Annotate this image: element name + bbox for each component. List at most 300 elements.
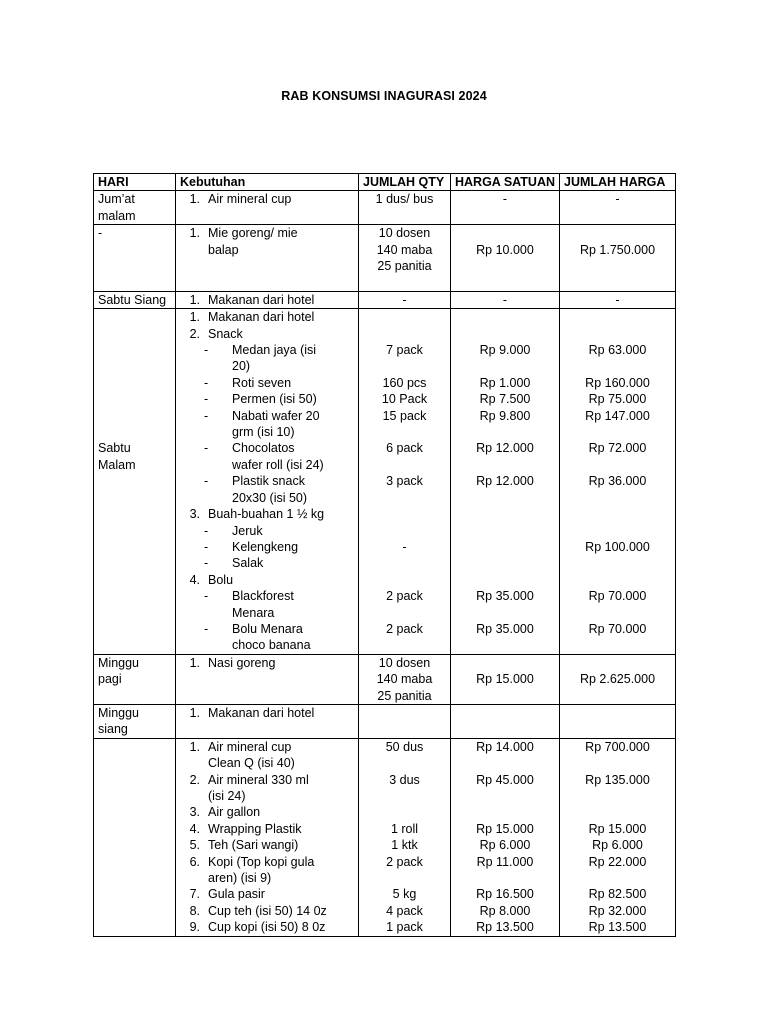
hari-text: malam xyxy=(98,208,136,223)
cell-qty xyxy=(359,191,451,225)
qty-value: 3 pack xyxy=(386,474,423,489)
subitem-label: Nabati wafer 20 xyxy=(232,408,320,423)
spacer xyxy=(98,424,171,440)
indent xyxy=(180,424,232,440)
harga-satuan-value: Rp 7.500 xyxy=(479,392,531,407)
jumlah-harga-value xyxy=(564,506,671,522)
cell-qty xyxy=(359,309,451,655)
item-number: 2. xyxy=(189,326,200,341)
harga-satuan-value xyxy=(455,555,555,571)
jumlah-harga-value xyxy=(564,804,671,820)
cell-hari xyxy=(94,191,176,225)
harga-satuan-value: Rp 1.000 xyxy=(479,375,531,390)
kebutuhan-subitem-continued xyxy=(180,424,354,440)
kebutuhan-item-continued xyxy=(180,870,354,886)
qty-value: 2 pack xyxy=(386,588,423,603)
item-label: Makanan dari hotel xyxy=(208,310,315,325)
kebutuhan-subitem xyxy=(180,555,354,571)
subitem-label: Chocolatos xyxy=(232,441,295,456)
harga-satuan-value xyxy=(455,788,555,804)
jumlah-harga-value: Rp 2.625.000 xyxy=(579,672,656,687)
document-title: RAB KONSUMSI INAGURASI 2024 xyxy=(281,89,487,103)
item-number: 1. xyxy=(189,192,200,207)
kebutuhan-item xyxy=(180,804,354,820)
cell-kebutuhan xyxy=(176,309,359,655)
item-number: 1. xyxy=(189,292,200,307)
harga-satuan-value: Rp 45.000 xyxy=(476,772,534,787)
kebutuhan-item xyxy=(180,821,354,837)
cell-jumlah-harga xyxy=(560,225,676,292)
cell-jumlah-harga xyxy=(560,704,676,738)
dash-bullet: - xyxy=(204,539,209,554)
indent xyxy=(180,755,208,771)
kebutuhan-subitem xyxy=(180,621,354,637)
jumlah-harga-value: Rp 147.000 xyxy=(585,408,650,423)
jumlah-harga-value: Rp 36.000 xyxy=(588,474,647,489)
kebutuhan-subitem xyxy=(180,523,354,539)
budget-table xyxy=(93,173,676,937)
kebutuhan-subitem xyxy=(180,408,354,424)
harga-satuan-value: Rp 16.500 xyxy=(476,887,534,902)
harga-satuan-value xyxy=(455,870,555,886)
kebutuhan-subitem xyxy=(180,473,354,489)
qty-value xyxy=(363,358,446,374)
cell-hari xyxy=(94,291,176,308)
harga-satuan-value xyxy=(455,309,555,325)
qty-value: 50 dus xyxy=(385,739,424,754)
jumlah-harga-value xyxy=(564,604,671,620)
harga-satuan-value xyxy=(455,490,555,506)
cell-kebutuhan xyxy=(176,704,359,738)
cell-harga-satuan xyxy=(451,225,560,292)
kebutuhan-item xyxy=(180,326,354,342)
item-number: 1. xyxy=(189,310,200,325)
hari-text: Minggu xyxy=(98,655,139,670)
harga-satuan-value: Rp 12.000 xyxy=(476,441,534,456)
indent xyxy=(180,870,208,886)
dash-bullet: - xyxy=(204,408,209,423)
jumlah-harga-value: Rp 32.000 xyxy=(588,903,647,918)
row-minggu-pagi xyxy=(94,654,676,704)
jumlah-harga-value xyxy=(564,225,671,241)
indent xyxy=(180,358,232,374)
subitem-label: Medan jaya (isi xyxy=(232,343,317,358)
cell-jumlah-harga xyxy=(560,738,676,936)
harga-satuan-value xyxy=(455,225,555,241)
harga-satuan-value: Rp 9.800 xyxy=(479,408,531,423)
harga-satuan-value xyxy=(455,572,555,588)
kebutuhan-item xyxy=(180,919,354,935)
kebutuhan-item-continued xyxy=(180,788,354,804)
harga-satuan-value xyxy=(455,539,555,555)
jumlah-harga-value xyxy=(564,870,671,886)
harga-satuan-value: Rp 14.000 xyxy=(476,739,534,754)
cell-harga-satuan xyxy=(451,291,560,308)
hari-text: Sabtu xyxy=(98,441,131,456)
jumlah-harga-value xyxy=(564,555,671,571)
cell-hari xyxy=(94,704,176,738)
jumlah-harga-value: Rp 82.500 xyxy=(588,887,647,902)
item-label: Air mineral cup xyxy=(208,739,292,754)
spacer xyxy=(98,309,171,325)
item-label: aren) (isi 9) xyxy=(208,871,272,886)
subitem-label: 20) xyxy=(232,359,251,374)
item-label: (isi 24) xyxy=(208,789,246,803)
jumlah-harga-value: Rp 70.000 xyxy=(588,588,647,603)
kebutuhan-item xyxy=(180,225,354,241)
harga-satuan-value: Rp 35.000 xyxy=(476,621,534,636)
kebutuhan-item-continued xyxy=(180,755,354,771)
subitem-label: Permen (isi 50) xyxy=(232,392,317,407)
qty-value xyxy=(363,572,446,588)
qty-value xyxy=(363,755,446,771)
harga-satuan-value xyxy=(455,358,555,374)
subitem-label: Salak xyxy=(232,556,264,571)
item-label: Buah-buahan 1 ½ kg xyxy=(208,507,325,522)
jumlah-harga-value xyxy=(564,705,671,721)
kebutuhan-subitem xyxy=(180,440,354,456)
harga-satuan-value: Rp 15.000 xyxy=(476,821,534,836)
qty-value xyxy=(363,424,446,440)
item-number xyxy=(180,242,208,258)
item-number: 6. xyxy=(189,854,200,869)
kebutuhan-item xyxy=(180,191,354,207)
kebutuhan-item xyxy=(180,886,354,902)
qty-value: 140 maba xyxy=(376,242,433,257)
kebutuhan-subitem-continued xyxy=(180,358,354,374)
item-label: Wrapping Plastik xyxy=(208,821,302,836)
hari-text: Jum’at xyxy=(98,192,135,207)
jumlah-harga-value xyxy=(564,572,671,588)
qty-value: 10 Pack xyxy=(381,392,428,407)
hari-text: pagi xyxy=(98,672,122,687)
harga-satuan-value: Rp 8.000 xyxy=(479,903,531,918)
harga-satuan-value xyxy=(455,424,555,440)
spacer xyxy=(98,408,171,424)
cell-qty xyxy=(359,704,451,738)
item-number: 1. xyxy=(189,739,200,754)
subitem-label: grm (isi 10) xyxy=(232,425,295,440)
kebutuhan-subitem-continued xyxy=(180,605,354,621)
harga-satuan-value: Rp 11.000 xyxy=(476,854,534,869)
indent xyxy=(180,605,232,621)
qty-value: 160 pcs xyxy=(382,375,427,390)
cell-hari xyxy=(94,225,176,292)
qty-value: 7 pack xyxy=(386,343,423,357)
cell-harga-satuan xyxy=(451,654,560,704)
cell-qty xyxy=(359,291,451,308)
qty-value: 6 pack xyxy=(386,441,423,456)
qty-value: 4 pack xyxy=(386,903,423,918)
cell-jumlah-harga xyxy=(560,309,676,655)
dash-bullet: - xyxy=(204,556,209,571)
cell-hari xyxy=(94,309,176,655)
harga-satuan-value: Rp 6.000 xyxy=(479,838,531,853)
cell-qty xyxy=(359,654,451,704)
dash-bullet: - xyxy=(204,474,209,489)
cell-qty xyxy=(359,225,451,292)
dash-bullet: - xyxy=(204,392,209,407)
item-number: 3. xyxy=(189,805,200,820)
header-jumlah-qty: JUMLAH QTY xyxy=(359,174,451,191)
cell-kebutuhan xyxy=(176,225,359,292)
kebutuhan-item xyxy=(180,705,354,721)
dash-bullet: - xyxy=(204,343,209,358)
jumlah-harga-value: Rp 22.000 xyxy=(588,854,647,869)
item-label: Snack xyxy=(208,326,243,341)
row-mie-goreng xyxy=(94,225,676,292)
subitem-label: Plastik snack xyxy=(232,474,305,489)
item-label: Gula pasir xyxy=(208,887,265,902)
jumlah-harga-value: Rp 1.750.000 xyxy=(579,242,656,257)
jumlah-harga-value: Rp 6.000 xyxy=(592,838,643,853)
kebutuhan-item xyxy=(180,655,354,671)
jumlah-harga-value: Rp 135.000 xyxy=(585,772,650,787)
item-label: Cup kopi (isi 50) 8 0z xyxy=(208,920,326,935)
harga-satuan-value: Rp 13.500 xyxy=(476,920,534,935)
harga-satuan-value: Rp 10.000 xyxy=(476,242,534,257)
harga-satuan-value: - xyxy=(502,292,508,307)
kebutuhan-item xyxy=(180,292,354,308)
hari-text xyxy=(98,739,171,755)
jumlah-harga-value: Rp 15.000 xyxy=(588,821,647,836)
qty-value xyxy=(363,604,446,620)
item-number: 5. xyxy=(189,838,200,853)
row-jumat-malam xyxy=(94,191,676,225)
qty-value xyxy=(363,788,446,804)
cell-hari xyxy=(94,654,176,704)
dash-bullet: - xyxy=(204,523,209,538)
cell-hari xyxy=(94,738,176,936)
row-sabtu-siang xyxy=(94,291,676,308)
hari-text: - xyxy=(98,226,103,241)
indent xyxy=(180,637,232,653)
item-number: 1. xyxy=(189,705,200,720)
qty-value xyxy=(363,870,446,886)
jumlah-harga-value xyxy=(564,424,671,440)
cell-jumlah-harga xyxy=(560,291,676,308)
jumlah-harga-value: Rp 160.000 xyxy=(585,375,650,390)
cell-kebutuhan xyxy=(176,291,359,308)
kebutuhan-subitem-continued xyxy=(180,457,354,473)
item-number: 4. xyxy=(189,572,200,587)
item-label: Mie goreng/ mie xyxy=(208,226,298,241)
cell-kebutuhan xyxy=(176,191,359,225)
header-jumlah-harga: JUMLAH HARGA xyxy=(560,174,676,191)
item-number: 4. xyxy=(189,821,200,836)
harga-satuan-value: Rp 35.000 xyxy=(476,588,534,603)
harga-satuan-value xyxy=(455,655,555,671)
qty-value: 1 ktk xyxy=(391,838,418,853)
qty-value: 1 roll xyxy=(390,821,419,836)
jumlah-harga-value: - xyxy=(615,192,620,207)
item-number: 9. xyxy=(189,920,200,935)
cell-harga-satuan xyxy=(451,704,560,738)
kebutuhan-subitem-continued xyxy=(180,637,354,653)
item-label: Air mineral 330 ml xyxy=(208,772,309,787)
kebutuhan-item xyxy=(180,903,354,919)
cell-kebutuhan xyxy=(176,654,359,704)
subitem-label: choco banana xyxy=(232,638,311,653)
hari-text: Minggu xyxy=(98,705,139,720)
kebutuhan-item xyxy=(180,837,354,853)
cell-jumlah-harga xyxy=(560,654,676,704)
jumlah-harga-value xyxy=(564,655,671,671)
spacer xyxy=(98,358,171,374)
row-minggu-siang xyxy=(94,704,676,738)
harga-satuan-value xyxy=(455,326,555,342)
dash-bullet: - xyxy=(204,589,209,604)
harga-satuan-value xyxy=(455,804,555,820)
qty-value xyxy=(363,804,446,820)
harga-satuan-value: Rp 15.000 xyxy=(476,672,534,687)
jumlah-harga-value: Rp 13.500 xyxy=(588,920,647,935)
jumlah-harga-value: - xyxy=(615,292,620,307)
qty-value: - xyxy=(402,292,407,307)
subitem-label: 20x30 (isi 50) xyxy=(232,490,308,505)
dash-bullet: - xyxy=(204,441,209,456)
kebutuhan-item xyxy=(180,242,354,258)
indent xyxy=(180,788,208,804)
kebutuhan-subitem-continued xyxy=(180,490,354,506)
qty-value: 10 dosen xyxy=(378,655,431,670)
subitem-label: Roti seven xyxy=(232,375,292,390)
item-label: Clean Q (isi 40) xyxy=(208,756,295,771)
cell-jumlah-harga xyxy=(560,191,676,225)
cell-harga-satuan xyxy=(451,738,560,936)
item-number: 1. xyxy=(189,655,200,670)
harga-satuan-value xyxy=(455,604,555,620)
harga-satuan-value xyxy=(455,457,555,473)
qty-value xyxy=(363,522,446,538)
qty-value xyxy=(363,309,446,325)
item-label: Kopi (Top kopi gula xyxy=(208,854,315,869)
jumlah-harga-value: Rp 72.000 xyxy=(588,441,647,456)
jumlah-harga-value xyxy=(564,358,671,374)
qty-value: 3 dus xyxy=(389,772,420,787)
subitem-label: Blackforest xyxy=(232,589,294,604)
qty-value xyxy=(363,555,446,571)
spacer xyxy=(98,342,171,358)
item-label: Cup teh (isi 50) 14 0z xyxy=(208,903,327,918)
item-label: Air gallon xyxy=(208,805,261,820)
header-harga-satuan: HARGA SATUAN xyxy=(451,174,560,191)
spacer xyxy=(98,326,171,342)
harga-satuan-value: Rp 12.000 xyxy=(476,474,534,489)
item-label: Air mineral cup xyxy=(208,192,292,207)
item-label: Makanan dari hotel xyxy=(208,292,315,307)
harga-satuan-value xyxy=(455,637,555,653)
kebutuhan-subitem xyxy=(180,588,354,604)
spacer xyxy=(98,391,171,407)
jumlah-harga-value xyxy=(564,490,671,506)
qty-value: - xyxy=(402,539,407,554)
kebutuhan-subitem xyxy=(180,539,354,555)
harga-satuan-value: Rp 9.000 xyxy=(479,343,531,357)
subitem-label: Jeruk xyxy=(232,523,263,538)
kebutuhan-subitem xyxy=(180,342,354,358)
table-body xyxy=(94,191,676,936)
harga-satuan-value xyxy=(455,705,555,721)
jumlah-harga-value xyxy=(564,637,671,653)
jumlah-harga-value xyxy=(564,326,671,342)
jumlah-harga-value xyxy=(564,522,671,538)
kebutuhan-item xyxy=(180,772,354,788)
qty-value: 15 pack xyxy=(382,408,427,423)
dash-bullet: - xyxy=(204,375,209,390)
item-label: Teh (Sari wangi) xyxy=(208,838,299,853)
qty-value xyxy=(363,506,446,522)
qty-value xyxy=(363,457,446,473)
kebutuhan-item xyxy=(180,506,354,522)
jumlah-harga-value: Rp 700.000 xyxy=(585,739,650,754)
dash-bullet: - xyxy=(204,621,209,636)
header-hari: HARI xyxy=(94,174,176,191)
qty-value xyxy=(363,637,446,653)
indent xyxy=(180,457,232,473)
jumlah-harga-value xyxy=(564,457,671,473)
row-minggu-siang-extra xyxy=(94,738,676,936)
qty-value xyxy=(363,326,446,342)
item-label: balap xyxy=(208,242,239,257)
item-label: Bolu xyxy=(208,572,234,587)
qty-value: 140 maba xyxy=(376,672,433,687)
hari-text: Malam xyxy=(98,457,136,472)
qty-value: 25 panitia xyxy=(377,259,432,274)
harga-satuan-value: - xyxy=(502,192,508,207)
kebutuhan-subitem xyxy=(180,375,354,391)
qty-value: 5 kg xyxy=(392,887,417,902)
qty-value: 1 dus/ bus xyxy=(375,192,434,207)
jumlah-harga-value: Rp 100.000 xyxy=(585,539,650,554)
harga-satuan-value xyxy=(455,506,555,522)
subitem-label: Menara xyxy=(232,605,275,620)
jumlah-harga-value xyxy=(564,309,671,325)
qty-value: 25 panitia xyxy=(377,688,432,703)
item-number: 7. xyxy=(189,887,200,902)
item-number: 2. xyxy=(189,772,200,787)
item-number: 3. xyxy=(189,507,200,522)
item-number: 8. xyxy=(189,903,200,918)
qty-value: 10 dosen xyxy=(378,226,431,241)
item-label: Nasi goreng xyxy=(208,655,276,670)
spacer xyxy=(98,375,171,391)
qty-value: 2 pack xyxy=(386,854,423,869)
kebutuhan-item xyxy=(180,739,354,755)
jumlah-harga-value xyxy=(564,755,671,771)
table-header-row xyxy=(94,174,676,191)
subitem-label: Kelengkeng xyxy=(232,539,299,554)
jumlah-harga-value: Rp 70.000 xyxy=(588,621,647,636)
kebutuhan-item xyxy=(180,854,354,870)
kebutuhan-item xyxy=(180,309,354,325)
jumlah-harga-value: Rp 75.000 xyxy=(588,392,647,407)
harga-satuan-value xyxy=(455,522,555,538)
cell-kebutuhan xyxy=(176,738,359,936)
kebutuhan-item xyxy=(180,572,354,588)
qty-value: 1 pack xyxy=(386,920,423,935)
indent xyxy=(180,490,232,506)
cell-qty xyxy=(359,738,451,936)
cell-harga-satuan xyxy=(451,191,560,225)
jumlah-harga-value xyxy=(564,788,671,804)
cell-harga-satuan xyxy=(451,309,560,655)
qty-value xyxy=(363,705,446,721)
hari-text: siang xyxy=(98,722,128,737)
item-number: 1. xyxy=(189,226,200,241)
row-sabtu-malam xyxy=(94,309,676,655)
jumlah-harga-value: Rp 63.000 xyxy=(588,343,647,357)
